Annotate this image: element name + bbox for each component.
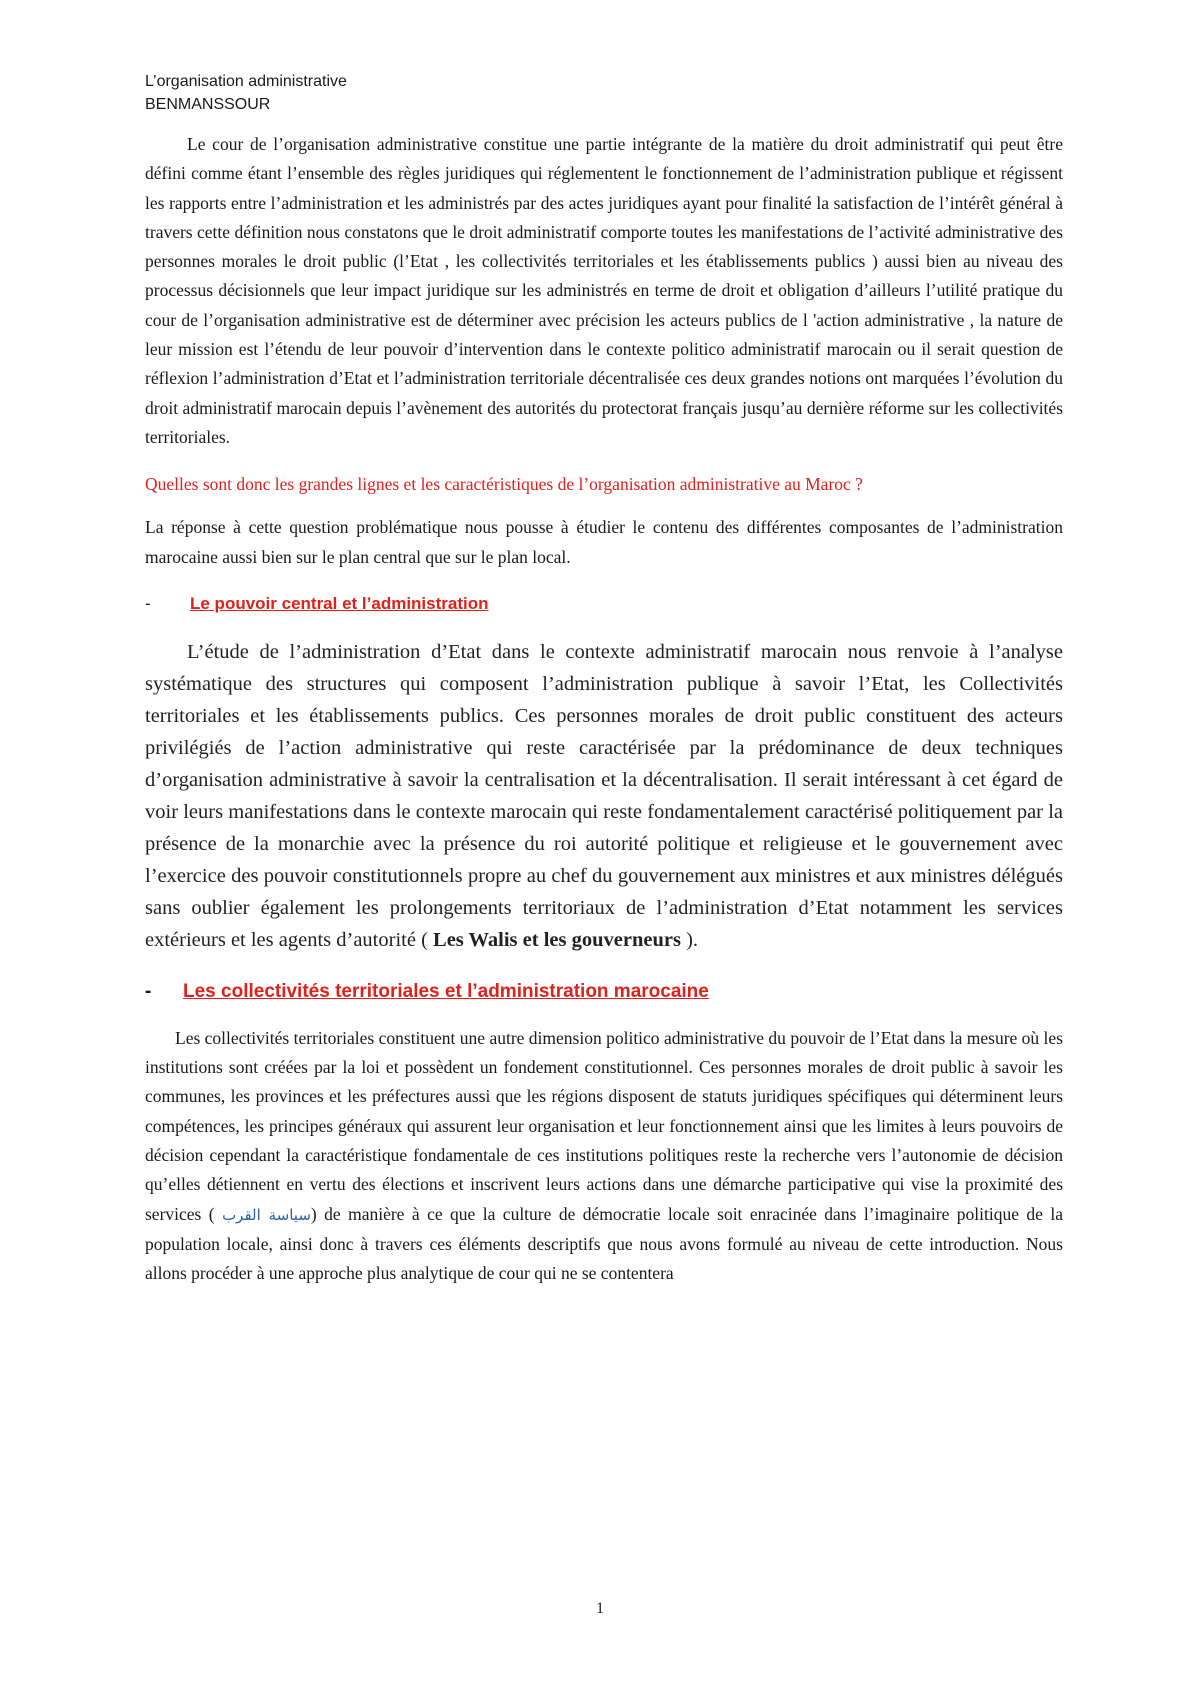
document-title: L’organisation administrative [145, 73, 347, 90]
section-title: Le pouvoir central et l’administration [190, 593, 489, 613]
paragraph-text: L’étude de l’administration d’Etat dans le contexte administratif marocain nous renvoie à l’analyse systématique des structures qui composent l’administration publique à savoir l’Etat, les Collectivités territoriales et les établissements publics. Ces personnes morales de droit public constituent des acteurs privilégiés de l’action administrative qui reste caractérisée par la prédominance de deux techniques d’organisation administrative à savoir la centralisation et la décentralisation. Il serait intéressant à cet égard de voir leurs manifestations dans le contexte marocain qui reste fondamentalement caractérisé politiquement par la présence de la monarchie avec la présence du roi autorité politique et religieuse et le gouvernement avec l’exercice des pouvoir constitutionnels propre au chef du gouvernement aux ministres et aux ministres délégués sans oublier également les prolongements territoriaux de l’administration d’Etat notamment les services extérieurs et les agents d’autorité ( [145, 640, 1063, 951]
paragraph-end: ) de manière à ce que la culture de démocratie locale soit enracinée dans l’imaginaire politique de la population locale, ainsi donc à travers ces éléments descriptifs que nous avons formulé au niveau de cette introduction. Nous allons procéder à une approche plus analytique de cour qui ne se contentera [145, 1203, 1063, 1284]
bold-term: Les Walis et les gouverneurs [433, 928, 681, 951]
section-title: Les collectivités territoriales et l’administration marocaine [183, 980, 709, 1002]
territorial-paragraph [145, 1024, 1063, 1289]
central-power-paragraph [145, 636, 1063, 956]
author-name: BENMANSSOUR [145, 96, 271, 113]
section-heading-territorial [145, 980, 1063, 1004]
answer-paragraph: La réponse à cette question problématique nous pousse à étudier le contenu des différentes composantes de l’administration marocaine aussi bien sur le plan central que sur le plan local. [145, 517, 1063, 567]
page-number: 1 [596, 1600, 604, 1617]
paragraph-end: ). [686, 928, 699, 951]
problem-question: Quelles sont donc les grandes lignes et les caractéristiques de l’organisation administrative au Maroc ? [145, 474, 863, 495]
section-heading-central-power [145, 592, 1063, 616]
bullet-dash: - [145, 980, 152, 1002]
bullet-dash: - [145, 593, 151, 613]
arabic-term: سياسة القرب [222, 1205, 311, 1224]
paragraph-text: Les collectivités territoriales constituent une autre dimension politico administrative du pouvoir de l’Etat dans la mesure où les institutions sont créées par la loi et possèdent un fondement constitutionnel. Ces personnes morales de droit public à savoir les communes, les provinces et les préfectures aussi que les régions disposent de statuts juridiques spécifiques qui déterminent leurs compétences, les principes généraux qui assurent leur organisation et leur fonctionnement ainsi que les limites à leurs pouvoirs de décision cependant la caractéristique fondamentale de ces institutions politiques reste la recherche vers l’autonomie de décision qu’elles détiennent en vertu des élections et inscrivent leurs actions dans une démarche participative qui vise la proximité des services ( [145, 1027, 1063, 1224]
intro-paragraph: Le cour de l’organisation administrative constitue une partie intégrante de la matière du droit administratif qui peut être défini comme étant l’ensemble des règles juridiques qui réglementent le fonctionnement de l’administration publique et régissent les rapports entre l’administration et les administrés par des actes juridiques ayant pour finalité la satisfaction de l’intérêt général à travers cette définition nous constatons que le droit administratif comporte toutes les manifestations de l’activité administrative des personnes morales le droit public (l’Etat , les collectivités territoriales et les établissements publics ) aussi bien au niveau des processus décisionnels que leur impact juridique sur les administrés en terme de droit et obligation d’ailleurs l’utilité pratique du cour de l’organisation administrative est de déterminer avec précision les acteurs publics de l 'action administrative , la nature de leur mission est l’étendu de leur pouvoir d’intervention dans le contexte politico administratif marocain ou il serait question de réflexion l’administration d’Etat et l’administration territoriale décentralisée ces deux grandes notions ont marquées l’évolution du droit administratif marocain depuis l’avènement des autorités du protectorat français jusqu’au dernière réforme sur les collectivités territoriales. [145, 134, 1063, 447]
document-page [145, 70, 1063, 1289]
